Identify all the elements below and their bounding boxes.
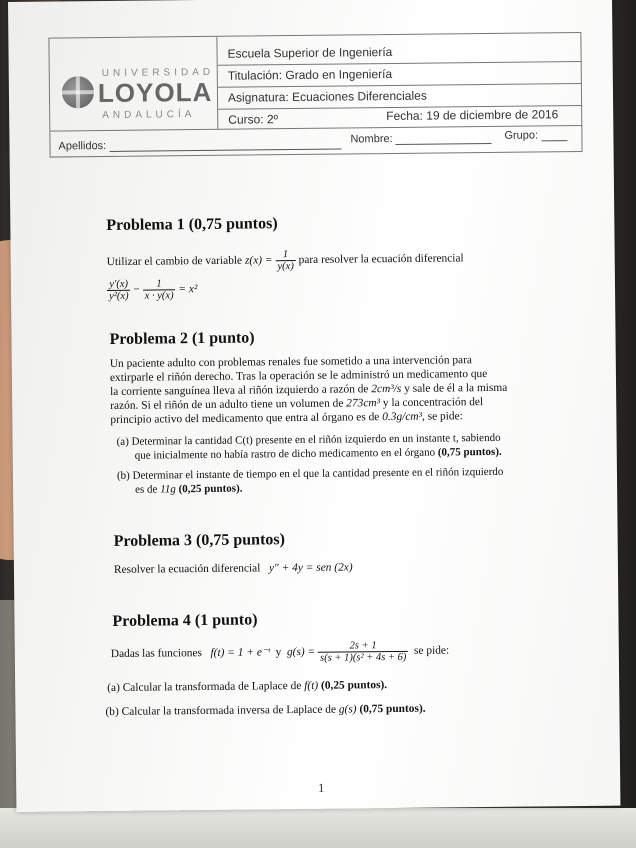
name-blank [396,143,492,145]
problem-4-statement: Dadas las funciones f(t) = 1 + e⁻ᵗ y g(s) = $\frac{2s + 1}{\text{s(s + 1)(s² + 4s + 6)}}$ se pide: [110,640,450,664]
course-label: Curso: 2º [228,112,279,127]
group-label: Grupo: [504,129,539,142]
subject-name: Asignatura: Ecuaciones Diferenciales [227,88,427,105]
name-field[interactable] [350,132,491,145]
problem-4-part-a: (a) Calcular la transformada de Laplace de f(t) (0,25 puntos). [107,679,388,694]
divider [218,61,582,66]
problem-2-part-a: (a) Determinar la cantidad C(t) presente en el riñón izquierdo en un instante t, sabiendo que inicialmente no había rastro de dicho medicamento en el órgano (0,75 puntos). [116,431,502,462]
logo-bottom-text: ANDALUCÍA [102,109,196,122]
problem-1-statement: Utilizar el cambio de variable z(x) = $\frac{1}{y(x)}$ para resolver la ecuación diferencial [106,249,464,273]
name-label: Nombre: [350,132,393,146]
group-blank [541,140,567,141]
exam-date: Fecha: 19 de diciembre de 2016 [386,107,559,124]
page-number: 1 [318,780,325,795]
problem-3-title: Problema 3 (0,75 puntos) [113,531,285,550]
table-surface [0,808,636,848]
divider [218,83,582,88]
problem-1-equation: $\frac{y'(x)}{\text{y²(x)}}$ − $\frac{1}{x \cdot y(x)}$ = x² [107,278,198,302]
problem-2-title: Problema 2 (1 punto) [109,329,255,348]
surname-field[interactable] [58,138,341,153]
problem-1-title: Problema 1 (0,75 puntos) [106,215,278,234]
logo-top-text: UNIVERSIDAD [101,66,215,80]
problem-4-title: Problema 4 (1 punto) [112,611,258,630]
problem-4-part-b: (b) Calcular la transformada inversa de Laplace de g(s) (0,75 puntos). [105,702,426,719]
logo-main-text: LOYOLA [97,76,213,109]
globe-icon [62,76,94,108]
exam-header [48,32,582,158]
change-fraction: $\frac{1}{y(x)}$ [275,249,296,272]
group-field[interactable] [504,129,567,142]
problem-3-statement: Resolver la ecuación diferencial y″ + 4y = sen (2x) [113,561,353,576]
g-fraction: $\frac{2s + 1}{\text{s(s + 1)(s² + 4s + 6)}}$ [318,640,408,664]
surname-label: Apellidos: [58,139,107,153]
university-logo [49,37,218,131]
degree-name: Titulación: Grado en Ingeniería [227,66,393,83]
school-name: Escuela Superior de Ingeniería [227,44,393,61]
problem-2-part-b: (b) Determinar el instante de tiempo en el que la cantidad presente en el riñón izquierdo es de 11g (0,25 puntos). [116,465,504,496]
problem-2-statement: Un paciente adulto con problemas renales fue sometido a una intervención para extirparle el riñón derecho. Tras la operación se le administró un medicamento que la corriente sanguínea lleva al riñón izquierdo a razón de 2cm³/s y sale de él a la misma razón. Si el riñón de un adulto tiene un volumen de 273cm³ y la concentración del principio activo del medicamento que entra al órgano es de 0.3g/cm³, se pide: [109,354,508,426]
exam-sheet [8,0,620,812]
surname-blank [109,149,341,152]
